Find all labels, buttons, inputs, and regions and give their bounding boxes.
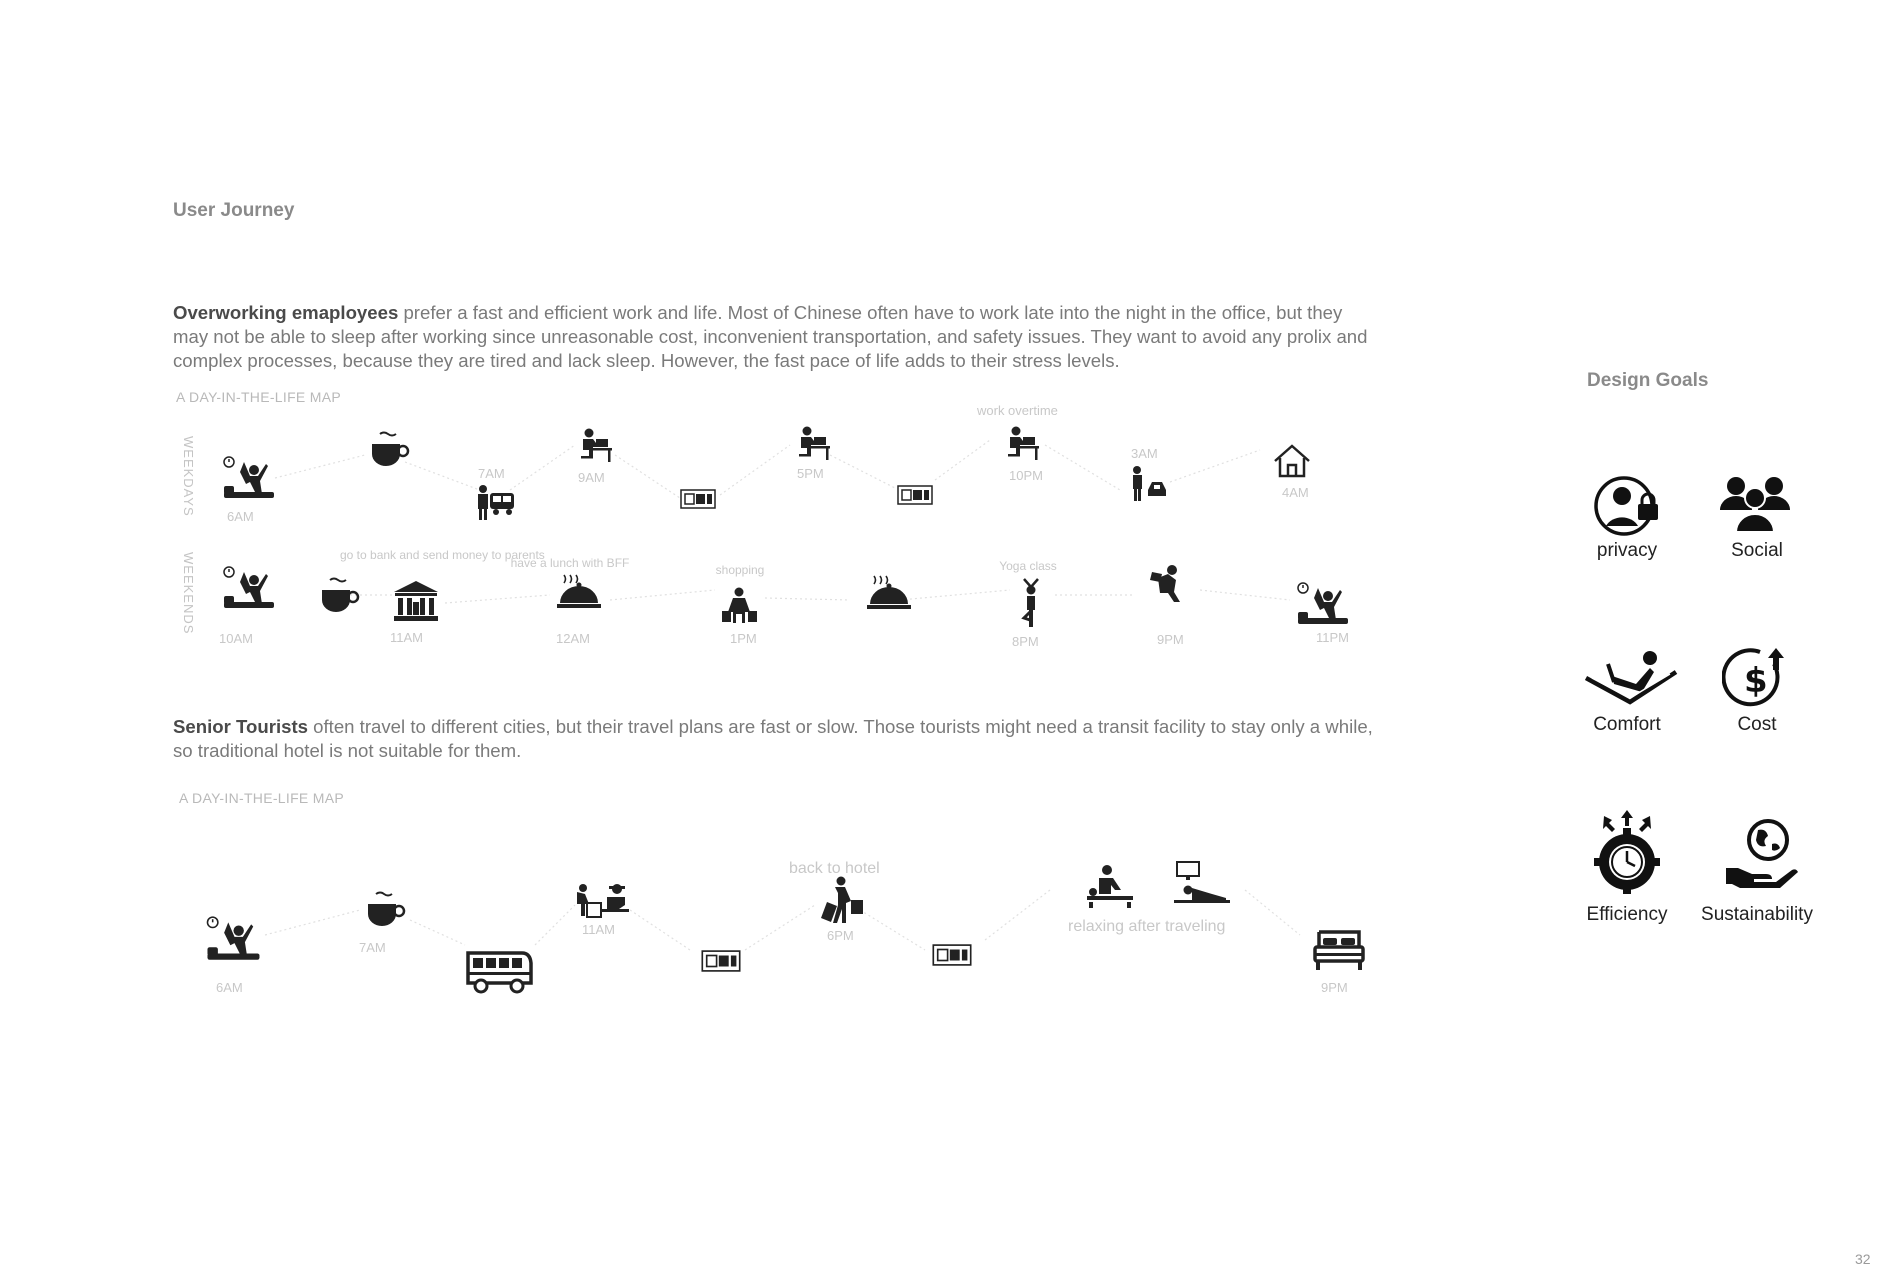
capsule-icon <box>897 485 933 505</box>
work-overtime-caption: work overtime <box>977 403 1058 418</box>
goal-label-social: Social <box>1731 540 1783 561</box>
weekdays-label: WEEKDAYS <box>181 436 196 517</box>
goal-label-privacy: privacy <box>1596 540 1658 561</box>
capsule-icon <box>701 950 741 972</box>
goal-label-sustainability: Sustainability <box>1701 904 1813 925</box>
weekends-label: WEEKENDS <box>181 552 196 635</box>
time-label: 6AM <box>216 980 243 995</box>
time-label: 10AM <box>219 631 253 646</box>
clock-gear-icon <box>1592 808 1662 896</box>
time-label: 6AM <box>227 509 254 524</box>
lunch-icon <box>556 573 602 613</box>
taxi-icon <box>1130 466 1170 502</box>
time-label: 10PM <box>1009 468 1043 483</box>
svg-text:$: $ <box>1744 661 1768 701</box>
time-label: 11AM <box>390 630 423 645</box>
dinner-icon <box>866 574 912 614</box>
work-desk-icon <box>796 426 832 462</box>
traveler-luggage-icon <box>815 876 865 926</box>
section1-text: prefer a fast and efficient work and life. Most of Chinese often have to work late into the night in the office, but they may not be able to sleep after working since unreasonable cost, inconvenient transportation, and safety issues. They want to avoid any prolix and complex processes, because they are tired and lack sleep. However, the fast pace of life adds to their stress levels. <box>173 302 1368 371</box>
commute-icon <box>476 485 516 521</box>
time-label: 1PM <box>730 631 757 646</box>
map-label-2: A DAY-IN-THE-LIFE MAP <box>179 790 344 806</box>
time-label: 3AM <box>1131 446 1158 461</box>
wake-up-icon <box>205 914 263 966</box>
coffee-icon <box>366 430 411 470</box>
shopping-icon <box>720 587 758 625</box>
page-number: 32 <box>1855 1251 1871 1267</box>
back-to-hotel-caption: back to hotel <box>789 860 880 877</box>
group-icon <box>1716 474 1794 534</box>
goal-label-cost: Cost <box>1737 714 1777 735</box>
work-desk-icon <box>578 428 614 464</box>
sleep-alarm-icon <box>1296 580 1351 630</box>
massage-icon <box>1085 864 1135 910</box>
page-title: User Journey <box>173 200 295 221</box>
time-label: 11PM <box>1316 630 1349 645</box>
time-label: 9PM <box>1157 632 1184 647</box>
map-label-1: A DAY-IN-THE-LIFE MAP <box>176 389 341 405</box>
design-goals-title: Design Goals <box>1587 370 1709 391</box>
meeting-icon <box>575 883 631 919</box>
wake-up-icon <box>222 454 277 504</box>
time-label: 7AM <box>359 940 386 955</box>
time-label: 8PM <box>1012 634 1039 649</box>
capsule-icon <box>932 944 972 966</box>
bus-icon <box>465 950 533 994</box>
hand-globe-icon <box>1724 818 1800 892</box>
goal-label-comfort: Comfort <box>1593 714 1661 735</box>
section2-text: often travel to different cities, but their travel plans are fast or slow. Those tourists might need a transit facility to stay only a while, so traditional hotel is not suitable for them. <box>173 716 1373 761</box>
section1-bold: Overworking emaployees <box>173 302 399 323</box>
work-desk-icon <box>1005 426 1041 462</box>
reading-icon <box>1150 564 1186 604</box>
time-label: 12AM <box>556 631 590 646</box>
wake-up-icon <box>222 564 277 614</box>
section2-bold: Senior Tourists <box>173 716 308 737</box>
time-label: 4AM <box>1282 485 1309 500</box>
time-label: 9PM <box>1321 980 1348 995</box>
capsule-icon <box>680 489 716 509</box>
time-label: 5PM <box>797 466 824 481</box>
bank-icon <box>392 580 440 622</box>
lunch-caption: have a lunch with BFF <box>510 556 630 570</box>
time-label: 9AM <box>578 470 605 485</box>
shopping-caption: shopping <box>715 563 765 577</box>
bed-icon <box>1313 928 1365 972</box>
yoga-icon <box>1016 578 1046 628</box>
bank-caption: go to bank and send money to parents <box>340 548 545 562</box>
person-lock-icon <box>1592 474 1664 538</box>
coffee-icon <box>362 890 407 930</box>
relaxing-caption: relaxing after traveling <box>1068 918 1226 935</box>
watching-tv-icon <box>1172 860 1232 906</box>
yoga-caption: Yoga class <box>999 559 1057 573</box>
reclining-person-icon <box>1584 650 1678 708</box>
dollar-cycle-icon <box>1722 644 1792 708</box>
time-label: 11AM <box>582 922 615 937</box>
time-label: 7AM <box>478 466 505 481</box>
section2-paragraph <box>173 715 1373 763</box>
coffee-icon <box>316 576 361 616</box>
time-label: 6PM <box>827 928 854 943</box>
goal-label-efficiency: Efficiency <box>1586 904 1668 925</box>
home-icon <box>1272 443 1312 479</box>
